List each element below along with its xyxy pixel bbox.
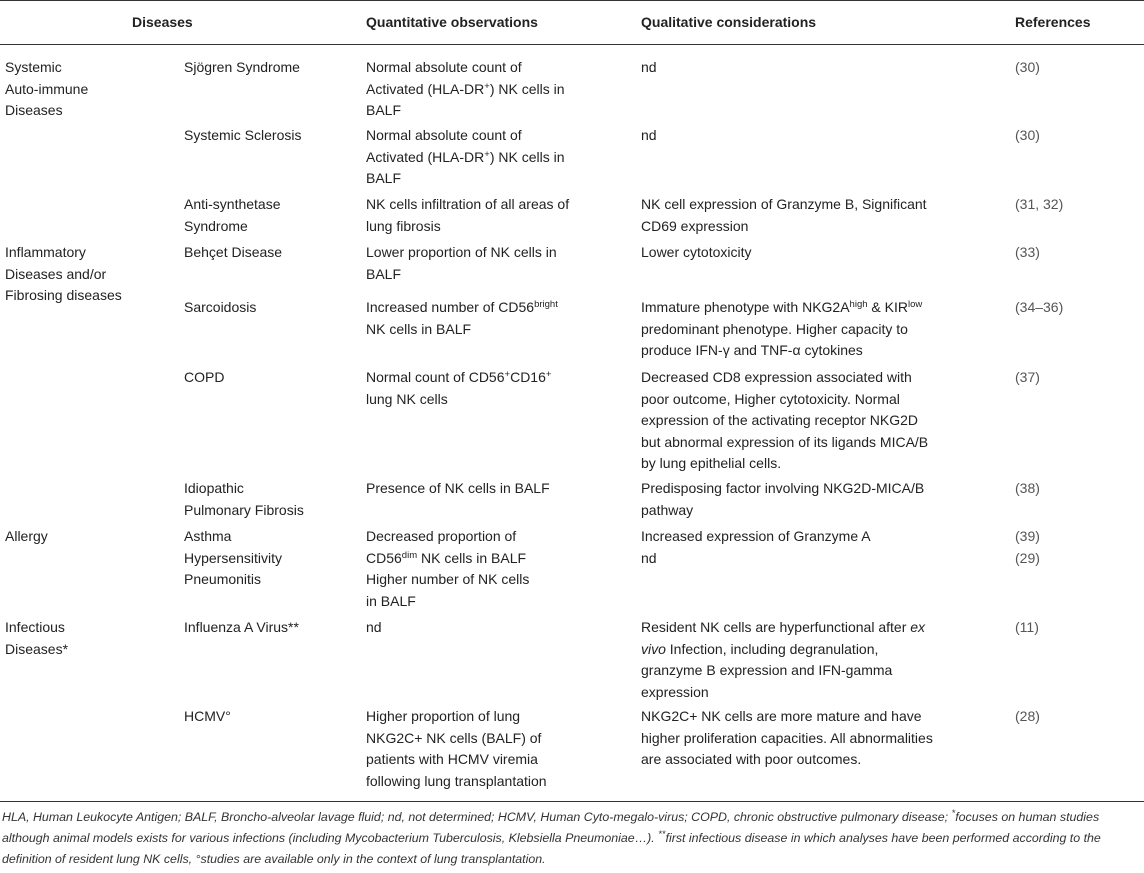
table-footnote: HLA, Human Leukocyte Antigen; BALF, Broncho-alveolar lavage fluid; nd, not determined; HCMV, Human Cyto-megalo-virus; COPD, chronic obstructive pulmonary disease; *focuses on human studies although animal models exists for various infections (including Mycobacterium Tuberculosis, Klebsiella Pneumoniae…). **first infectious disease in which analyses have been performed according to the definition of resident lung NK cells, °studies are available only in the context of lung transplantation.: [2, 808, 1101, 866]
quant-allergy: Decreased proportion of $CD56^{dim}$ NK cells in BALF Higher number of NK cells in BALF: [366, 528, 530, 609]
qual-influenza: Resident NK cells are hyperfunctional after ex vivo Infection, including degranulation, granzyme B expression and IFN-gamma expression: [641, 619, 926, 700]
quant-sarcoidosis: Increased number of $CD56^{bright}$ NK cells in BALF: [366, 299, 558, 337]
ref-sarcoidosis: (34–36): [1015, 299, 1064, 315]
disease-behcet: Behçet Disease: [184, 244, 283, 260]
qual-sjogren: nd: [641, 59, 657, 75]
ref-antisynthetase: (31, 32): [1015, 196, 1064, 212]
qual-copd: Decreased CD8 expression associated with poor outcome, Higher cytotoxicity. Normal expression of the activating receptor NKG2D but abnormal expression of its ligands MICA/B by lung epithelial cells.: [641, 369, 929, 471]
quant-hcmv: Higher proportion of lung NKG2C+ NK cells (BALF) of patients with HCMV viremia following lung transplantation: [366, 708, 547, 789]
quant-sjogren: Normal absolute count of Activated (HLA-DR+) NK cells in BALF: [366, 59, 565, 118]
header-diseases: Diseases: [132, 14, 193, 30]
ref-sclerosis: (30): [1015, 127, 1040, 143]
quant-sclerosis: Normal absolute count of Activated (HLA-DR+) NK cells in BALF: [366, 127, 565, 186]
ref-influenza: (11): [1015, 619, 1039, 635]
qual-allergy: Increased expression of Granzyme A nd: [641, 528, 871, 566]
qual-behcet: Lower cytotoxicity: [641, 244, 752, 260]
disease-sjogren: Sjögren Syndrome: [184, 59, 300, 75]
ref-ipf: (38): [1015, 480, 1040, 496]
disease-ipf: Idiopathic Pulmonary Fibrosis: [184, 480, 304, 518]
group-allergy: Allergy: [5, 528, 48, 544]
header-quantitative: Quantitative observations: [366, 14, 538, 30]
quant-influenza: nd: [366, 619, 382, 635]
disease-sclerosis: Systemic Sclerosis: [184, 127, 302, 143]
qual-sclerosis: nd: [641, 127, 657, 143]
disease-allergy: Asthma Hypersensitivity Pneumonitis: [184, 528, 283, 587]
disease-hcmv: HCMV°: [184, 708, 231, 724]
qual-ipf: Predisposing factor involving NKG2D-MICA/B pathway: [641, 480, 925, 518]
group-systemic: Systemic Auto-immune Diseases: [5, 59, 89, 118]
disease-sarcoidosis: Sarcoidosis: [184, 299, 257, 315]
group-infectious: Infectious Diseases*: [5, 619, 69, 657]
group-inflammatory: Inflammatory Diseases and/or Fibrosing diseases: [5, 244, 122, 303]
disease-antisynthetase: Anti-synthetase Syndrome: [184, 196, 281, 234]
disease-influenza: Influenza A Virus**: [184, 619, 299, 635]
quant-antisynthetase: NK cells infiltration of all areas of lung fibrosis: [366, 196, 570, 234]
header-references: References: [1015, 14, 1091, 30]
disease-copd: COPD: [184, 369, 225, 385]
qual-sarcoidosis: Immature phenotype with $NKG2A^{high}$ & $KIR^{low}$ predominant phenotype. Higher capacity to produce IFN-γ and TNF-α cytokines: [641, 299, 923, 358]
ref-behcet: (33): [1015, 244, 1040, 260]
quant-ipf: Presence of NK cells in BALF: [366, 480, 550, 496]
qual-antisynthetase: NK cell expression of Granzyme B, Significant CD69 expression: [641, 196, 927, 234]
ref-hcmv: (28): [1015, 708, 1040, 724]
bottom-rule: [0, 801, 1144, 802]
quant-behcet: Lower proportion of NK cells in BALF: [366, 244, 557, 282]
header-rule: [0, 44, 1144, 45]
ref-copd: (37): [1015, 369, 1040, 385]
top-rule: [0, 0, 1144, 1]
ref-allergy: (39) (29): [1015, 528, 1040, 566]
quant-copd: Normal count of CD56+CD16+ lung NK cells: [366, 369, 552, 407]
qual-hcmv: NKG2C+ NK cells are more mature and have higher proliferation capacities. All abnormalities are associated with poor outcomes.: [641, 708, 933, 767]
ref-sjogren: (30): [1015, 59, 1040, 75]
header-qualitative: Qualitative considerations: [641, 14, 817, 30]
